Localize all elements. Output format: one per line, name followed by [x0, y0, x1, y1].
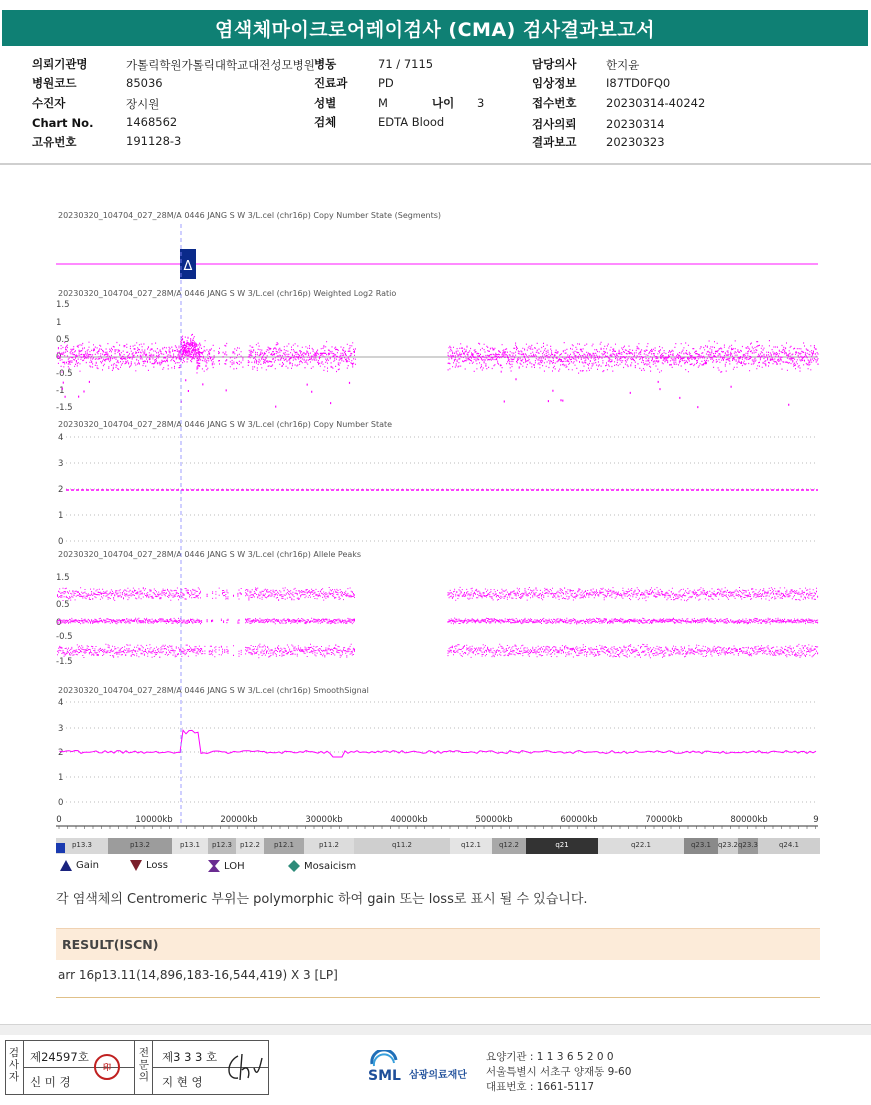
result-iscn-value: arr 16p13.11(14,896,183-16,544,419) X 3 [LP]	[58, 968, 338, 982]
age-label: 나이	[432, 96, 455, 110]
chart-value: 1468562	[126, 115, 178, 129]
y-tick: 0	[58, 798, 64, 808]
legend-loss-label: Loss	[146, 860, 168, 871]
request-label: 검사의뢰	[532, 117, 577, 131]
doctor-label: 담당의사	[532, 57, 577, 71]
band-label: p12.3	[211, 841, 233, 849]
band-label: q12.2	[498, 841, 520, 849]
examiner-vertical-label: 검 사 자	[8, 1047, 20, 1083]
x-axis	[56, 826, 818, 829]
band-label: p13.3	[71, 841, 93, 849]
chromosome-marker-icon	[56, 843, 65, 853]
examiner-license: 제24597호	[30, 1050, 89, 1064]
institution-label: 의뢰기관명	[32, 57, 88, 71]
smooth-signal-line	[60, 730, 816, 757]
request-value: 20230314	[606, 117, 665, 131]
hospital-code-label: 병원코드	[32, 76, 77, 90]
legend-mosaicism	[288, 860, 356, 872]
institution-value: 가톨릭학원가톨릭대학교대전성모병원	[126, 58, 315, 72]
centromere-note: 각 염색체의 Centromeric 부위는 polymorphic 하여 gain 또는 loss로 표시 될 수 있습니다.	[56, 892, 588, 907]
band-label: q23.1	[690, 841, 712, 849]
result-heading: RESULT(ISCN)	[56, 928, 820, 960]
band-label: q23.2	[717, 841, 739, 849]
gain-triangle-icon	[60, 860, 72, 871]
sml-foundation-name: 삼광의료재단	[409, 1070, 467, 1081]
y-tick: 1.5	[56, 573, 70, 583]
y-tick: 2	[58, 485, 64, 495]
y-tick: -1.5	[56, 657, 73, 667]
band-label: q22.1	[630, 841, 652, 849]
band-label: q21	[555, 841, 569, 849]
band-label: p13.1	[179, 841, 201, 849]
institution-address: 서울특별시 서초구 양재동 9-60	[486, 1066, 632, 1078]
result-divider	[56, 997, 820, 998]
legend-mosaicism-label: Mosaicism	[304, 860, 357, 872]
y-tick: -1	[56, 386, 65, 396]
band-label: q12.1	[460, 841, 482, 849]
doctor-value: 한지윤	[606, 58, 640, 72]
x-tick: 40000kb	[390, 815, 428, 825]
x-tick: 10000kb	[135, 815, 173, 825]
band-label: q11.2	[391, 841, 413, 849]
x-tick: 20000kb	[220, 815, 258, 825]
band-label: p11.2	[318, 841, 340, 849]
report-date-value: 20230323	[606, 135, 665, 149]
footer-band	[0, 1024, 871, 1035]
receipt-label: 접수번호	[532, 96, 577, 110]
y-tick: 1	[58, 773, 64, 783]
examiner-seal: 印	[94, 1054, 120, 1080]
y-tick: 1	[56, 318, 62, 328]
y-tick: 2	[58, 748, 64, 758]
age-value: 3	[477, 96, 485, 110]
log2-plot-title: 20230320_104704_027_28M/A 0446 JANG S W 3/L.cel (chr16p) Weighted Log2 Ratio	[58, 289, 397, 298]
allele-peaks-panel	[57, 587, 818, 657]
allele-peaks-plot-title: 20230320_104704_027_28M/A 0446 JANG S W 3/L.cel (chr16p) Allele Peaks	[58, 550, 362, 559]
legend-loh-label: LOH	[224, 860, 245, 872]
dept-label: 진료과	[314, 76, 348, 90]
log2-ratio-panel	[56, 335, 819, 409]
institution-phone: 대표번호 : 1661-5117	[486, 1081, 595, 1093]
segments-plot-title: 20230320_104704_027_28M/A 0446 JANG S W 3/L.cel (chr16p) Copy Number State (Segments)	[58, 211, 442, 220]
dept-value: PD	[378, 76, 394, 90]
x-tick: 50000kb	[475, 815, 513, 825]
unique-value: 191128-3	[126, 134, 182, 148]
y-tick: 0.5	[56, 335, 70, 345]
band-label: p13.2	[129, 841, 151, 849]
y-tick: 0	[56, 352, 62, 362]
header-divider	[0, 163, 871, 165]
legend-gain-label: Gain	[76, 860, 99, 871]
y-tick: 4	[58, 433, 64, 443]
band-label: p12.2	[239, 841, 261, 849]
cn-state-plot-title: 20230320_104704_027_28M/A 0446 JANG S W 3/L.cel (chr16p) Copy Number State	[58, 420, 393, 429]
band-label: q23.3	[737, 841, 759, 849]
log2-scatter	[57, 335, 819, 409]
unique-label: 고유번호	[32, 135, 77, 149]
sex-value: M	[378, 96, 388, 110]
patient-value: 장시원	[126, 97, 160, 111]
y-tick: 0	[56, 618, 62, 628]
cn-state-panel	[66, 437, 818, 541]
specialist-signature	[224, 1050, 264, 1086]
institution-code: 요양기관 : 1 1 3 6 5 2 0 0	[486, 1051, 614, 1063]
y-tick: -1.5	[56, 403, 73, 413]
specialist-vertical-label: 전 문 의	[138, 1047, 150, 1083]
sex-label: 성별	[314, 96, 337, 110]
y-tick: 3	[58, 724, 64, 734]
loh-bowtie-icon	[208, 860, 220, 872]
y-tick: 1	[58, 511, 64, 521]
mosaicism-diamond-icon	[288, 860, 300, 872]
x-tick: 9	[813, 815, 819, 825]
y-tick: -0.5	[56, 369, 73, 379]
gain-icon: Δ	[183, 259, 193, 274]
band-label: p12.1	[273, 841, 295, 849]
ward-label: 병동	[314, 57, 337, 71]
examiner-name: 신 미 경	[30, 1075, 71, 1089]
sml-wordmark: SML	[368, 1068, 401, 1084]
legend-loss	[130, 860, 168, 871]
y-tick: 0	[58, 537, 64, 547]
receipt-value: 20230314-40242	[606, 96, 706, 110]
chart-label: Chart No.	[32, 116, 94, 130]
hospital-code-value: 85036	[126, 76, 163, 90]
y-tick: 0.5	[56, 600, 70, 610]
x-tick: 60000kb	[560, 815, 598, 825]
x-tick: 80000kb	[730, 815, 768, 825]
x-tick: 0	[56, 815, 62, 825]
y-tick: 3	[58, 459, 64, 469]
cma-plot-canvas	[0, 200, 871, 860]
legend-loh	[208, 860, 245, 872]
smooth-signal-plot-title: 20230320_104704_027_28M/A 0446 JANG S W 3/L.cel (chr16p) SmoothSignal	[58, 686, 369, 695]
y-tick: 1.5	[56, 300, 70, 310]
smooth-signal-panel	[60, 702, 818, 802]
y-tick: 4	[58, 698, 64, 708]
specimen-value: EDTA Blood	[378, 115, 445, 129]
legend-gain	[60, 860, 99, 871]
allele-scatter	[57, 587, 818, 657]
ward-value: 71 / 7115	[378, 57, 434, 71]
specimen-label: 검체	[314, 115, 337, 129]
x-tick: 30000kb	[305, 815, 343, 825]
patient-label: 수진자	[32, 96, 66, 110]
sml-logo-icon	[368, 1050, 478, 1086]
band-label: q24.1	[778, 841, 800, 849]
specialist-name: 지 현 영	[162, 1075, 203, 1089]
specialist-license: 제3 3 3 호	[162, 1050, 218, 1064]
x-tick: 70000kb	[645, 815, 683, 825]
y-tick: -0.5	[56, 632, 73, 642]
report-date-label: 결과보고	[532, 135, 577, 149]
report-title: 염색체마이크로어레이검사 (CMA) 검사결과보고서	[2, 10, 868, 46]
loss-triangle-icon	[130, 860, 142, 871]
clinical-value: I87TD0FQ0	[606, 76, 671, 90]
segments-panel	[56, 249, 818, 279]
clinical-label: 임상정보	[532, 76, 577, 90]
